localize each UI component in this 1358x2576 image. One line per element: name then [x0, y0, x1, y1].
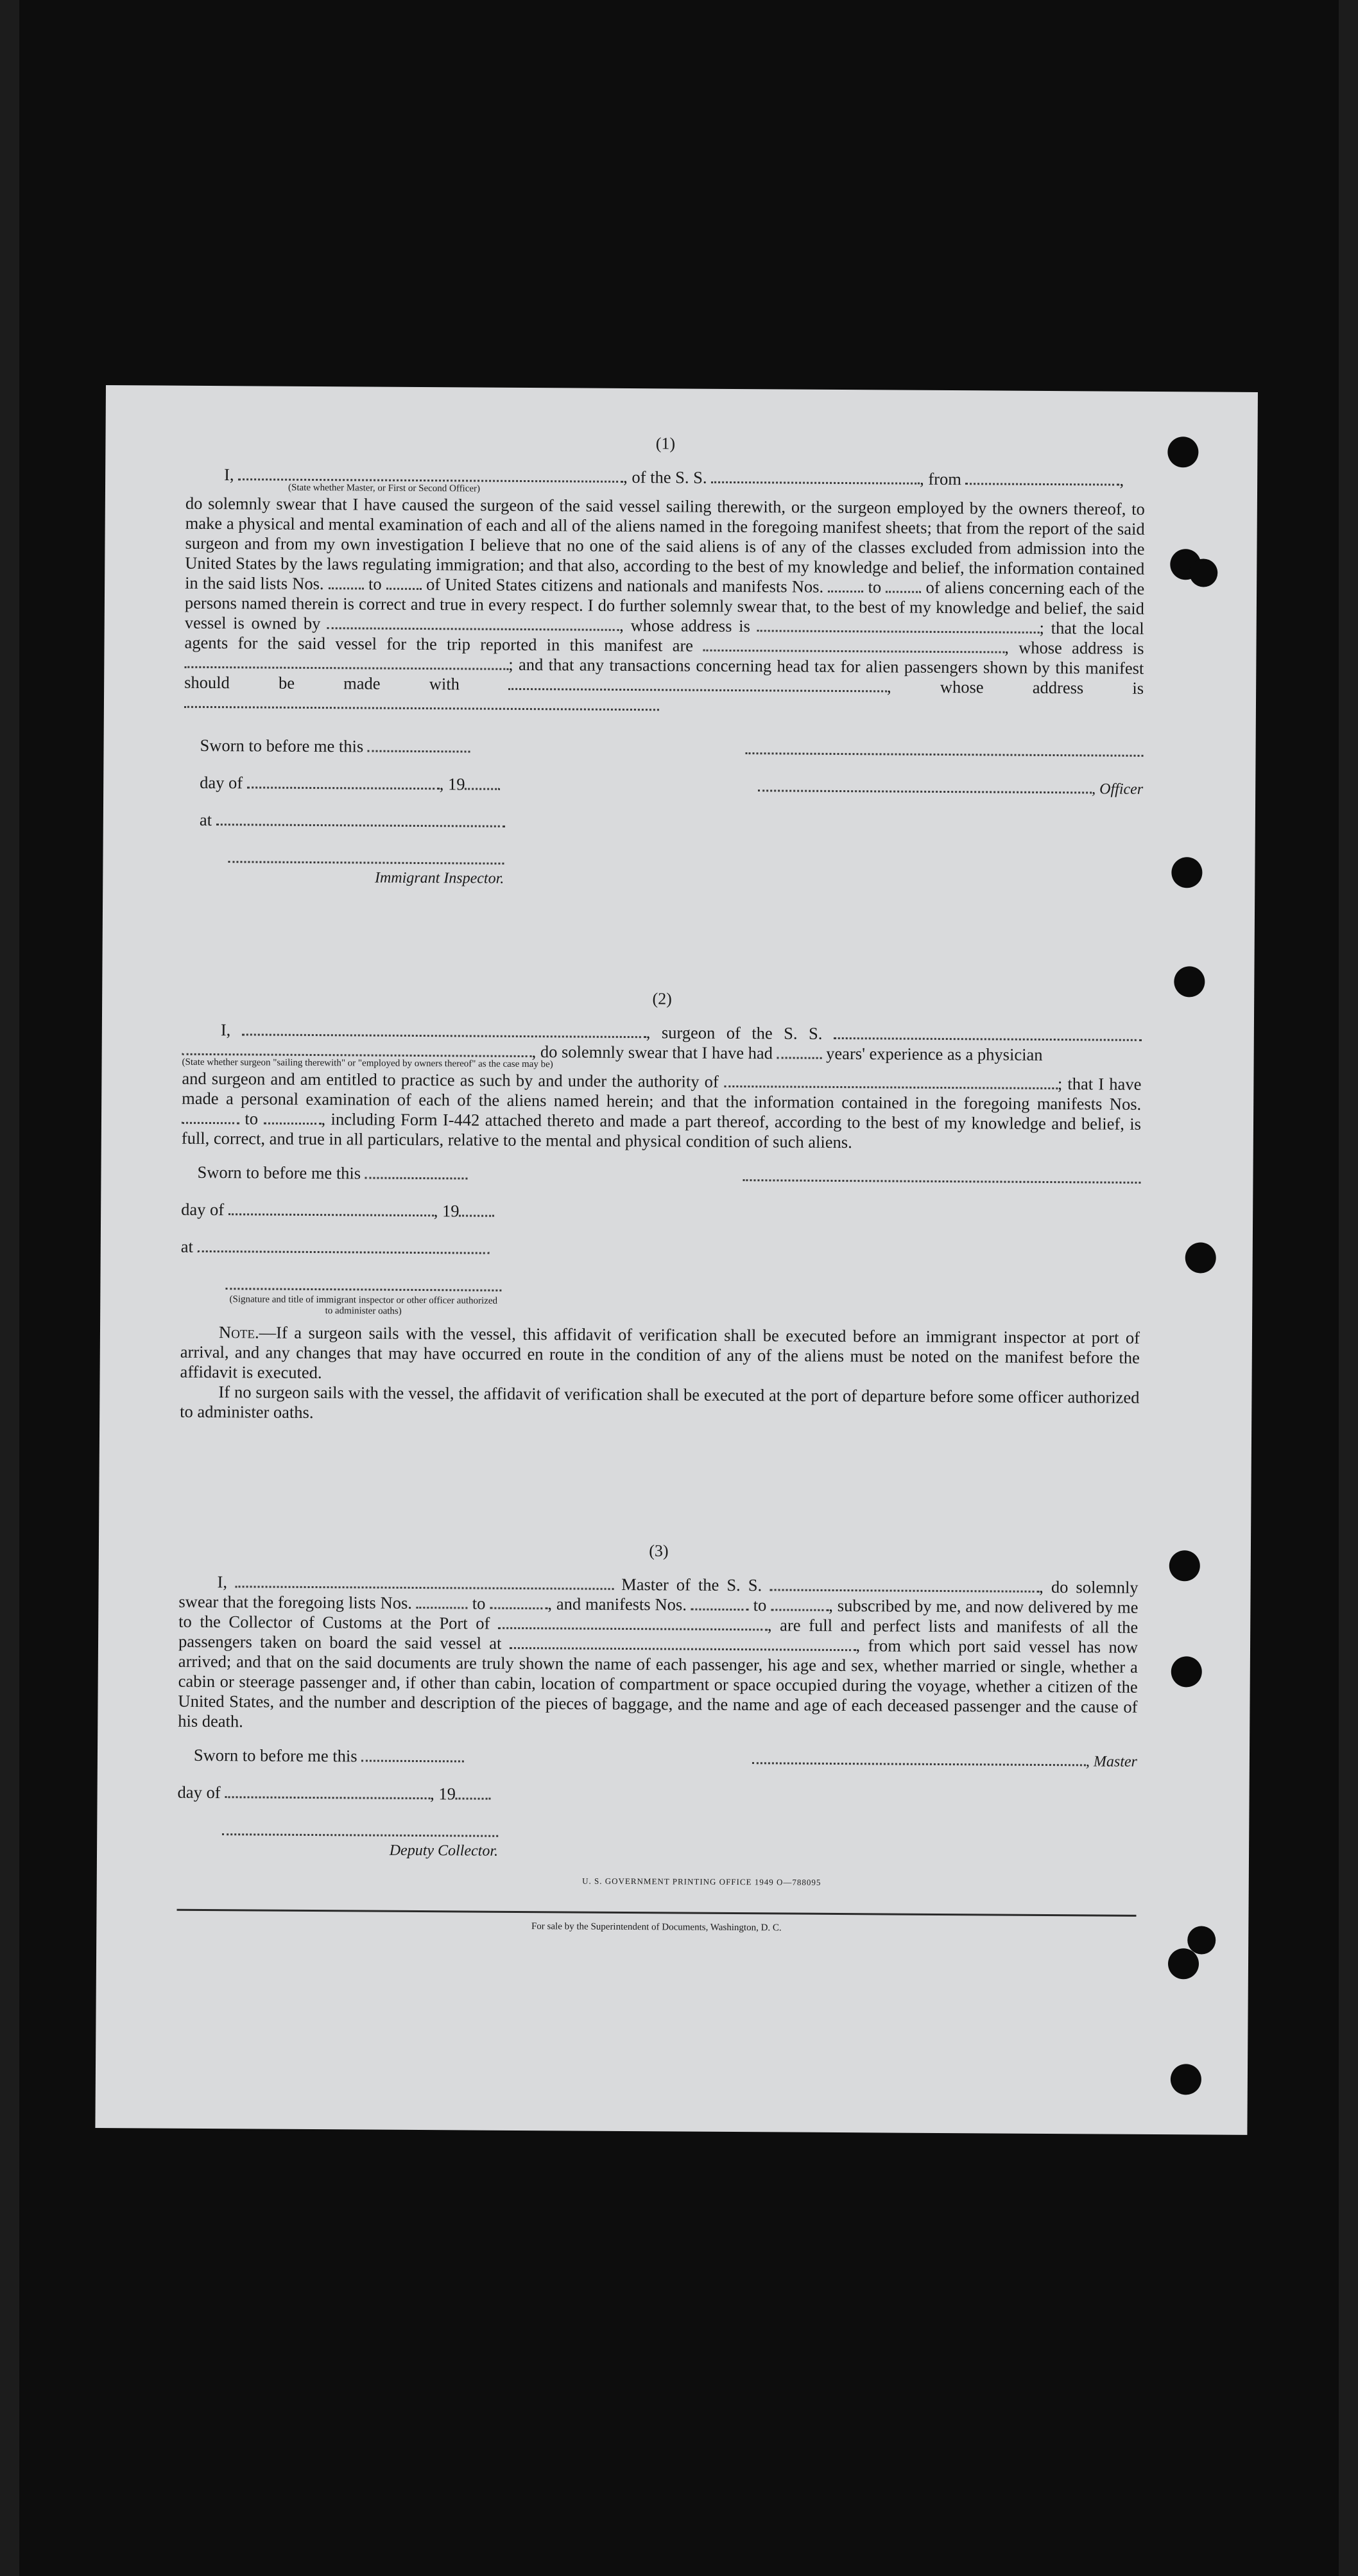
section-number: (1) — [655, 434, 676, 453]
officer-label: , Officer — [1092, 781, 1144, 798]
surgeon-hint: (State whether surgeon "sailing therewith" or "employed by owners thereof" as the case may be) — [182, 1057, 553, 1070]
blank-signature — [746, 741, 1144, 757]
section-number: (2) — [652, 989, 672, 1008]
gpo-imprint: U. S. GOVERNMENT PRINTING OFFICE 1949 O—788095 — [582, 1876, 821, 1887]
master-oath-line: I, , of the S. S. , from , — [224, 465, 1124, 490]
blank-master-name — [238, 467, 623, 483]
blank-owner — [327, 616, 619, 631]
note-label: Note. — [218, 1322, 259, 1342]
blank-port-from — [965, 471, 1119, 485]
signature-hint: (Signature and title of immigrant inspector or other officer authorized to administer oaths) — [229, 1294, 498, 1317]
punch-hole — [1171, 2064, 1201, 2095]
blank-vessel — [711, 470, 920, 485]
punch-hole — [1171, 1656, 1202, 1687]
affidavit-section-2: (2) I, , surgeon of the S. S. , do solemnly swear that I have had years' experience as a physician (State whether surgeon "sailing therewith" or "employed by owners thereof" as the case may be) and surgeon and am entitled to practice as such by and under the authority of ; that I have made a personal examination of each of the aliens named herein; and that the information contained in the foregoing manifests Nos. to , including Form I-442 attached thereto and made a part thereof, according to the best of my knowledge and belief, is full, correct, and true in all particulars, relative to the mental and physical condition of such aliens. Sworn to before me this day of , 19 at (Signature and title of immigrant inspector or other officer authorized to administer oaths) Note.—If a surgeon sails with the vessel, this affidavit of verification shall be executed before an immigrant inspector at port of arrival, and any changes that may have occurred en route in the condition of any of the aliens must be noted on the manifest before the affidavit is executed. If no surgeon sails with the vessel, the affidavit of verification shall be executed at the port of departure before some officer authorized to administer oaths. — [180, 986, 1142, 1428]
punch-hole — [1185, 1242, 1216, 1273]
punch-hole — [1189, 558, 1217, 587]
affidavit-section-3: (3) I, Master of the S. S. , do solemnly swear that the foregoing lists Nos. to , and manifests Nos. to , subscribed by me, and now delivered by me to the Collector of Customs at the Port of , are full and perfect lists and manifests of all the passengers taken on board the said vessel at , from which port said vessel has now arrived; and that on the said documents are truly shown the name of each passenger, his age and sex, whether married or single, whether a cabin or steerage passenger and, if other than cabin, location of compartment or space occupied during the voyage, whether a citizen of the United States, and the number and description of the pieces of baggage, and the name and age of each deceased passenger and the cause of his death. Sworn to before me this , Master day of , 19 Deputy Collector. U. S. GOVERNMENT PRINTING OFFICE 1949 O—788095 For sale by the Superintendent of Documents, Washington, D. C. — [176, 1538, 1139, 1941]
punch-hole — [1168, 1948, 1199, 1979]
affidavit-section-1: (1) I, , of the S. S. , from , (State whether Master, or First or Second Officer) do solemnly swear that I have caused the surgeon of the said vessel sailing therewith, or the surgeon employed by the owners thereof, to make a physical and mental examination of each and all of the aliens named in the foregoing manifest sheets; that from the report of the said surgeon and from my own investigation I believe that no one of the said aliens is of any of the classes excluded from admission into the United States by the laws regulating immigration; and that also, according to the best of my knowledge and belief, the information contained in the said lists Nos. to of United States citizens and nationals and manifests Nos. to of aliens concerning each of the persons named therein is correct and true in every respect. I do further solemnly swear that, to the best of my knowledge and belief, the said vessel is owned by , whose address is ; that the local agents for the said vessel for the trip reported in this manifest are , whose address is ; and that any transactions concerning head tax for alien passengers shown by this manifest should be made with , whose address is Sworn to before me this day of , 19 , Officer at Immigrant Inspector. — [183, 431, 1145, 893]
punch-hole — [1169, 1550, 1200, 1581]
section-number: (3) — [649, 1541, 669, 1560]
film-edge-left — [0, 0, 19, 2576]
manifest-affidavit-page — [95, 385, 1258, 2135]
punch-hole — [1167, 437, 1198, 467]
punch-hole — [1174, 966, 1205, 997]
deputy-label: Deputy Collector. — [389, 1842, 499, 1860]
punch-hole — [1171, 857, 1202, 888]
blank-surgeon-name — [242, 1022, 646, 1038]
master-label: , Master — [1085, 1753, 1138, 1770]
blank-agents — [703, 638, 1004, 653]
inspector-label: Immigrant Inspector. — [374, 869, 504, 887]
master-hint: (State whether Master, or First or Second Officer) — [288, 482, 481, 494]
sale-notice: For sale by the Superintendent of Documents, Washington, D. C. — [531, 1921, 782, 1933]
film-edge-right — [1339, 0, 1358, 2576]
master-oath-body: do solemnly swear that I have caused the surgeon of the said vessel sailing therewith, or the surgeon employed by the owners thereof, to make a physical and mental examination of each and all of the aliens named in the foregoing manifest sheets; that from the report of the said surgeon and from my own investigation I believe that no one of the said aliens is of any of the classes excluded from admission into the United States by the laws regulating immigration; and that also, according to the best of my knowledge and belief, the information contained in the said lists Nos. to of United States citizens and nationals and manifests Nos. to of aliens concerning each of the persons named therein is correct and true in every respect. I do further solemnly swear that, to the best of my knowledge and belief, the said vessel is owned by , whose address is ; that the local agents for the said vessel for the trip reported in this manifest are , whose address is ; and that any transactions concerning head tax for alien passengers shown by this manifest should be made with , whose address is — [184, 494, 1145, 718]
